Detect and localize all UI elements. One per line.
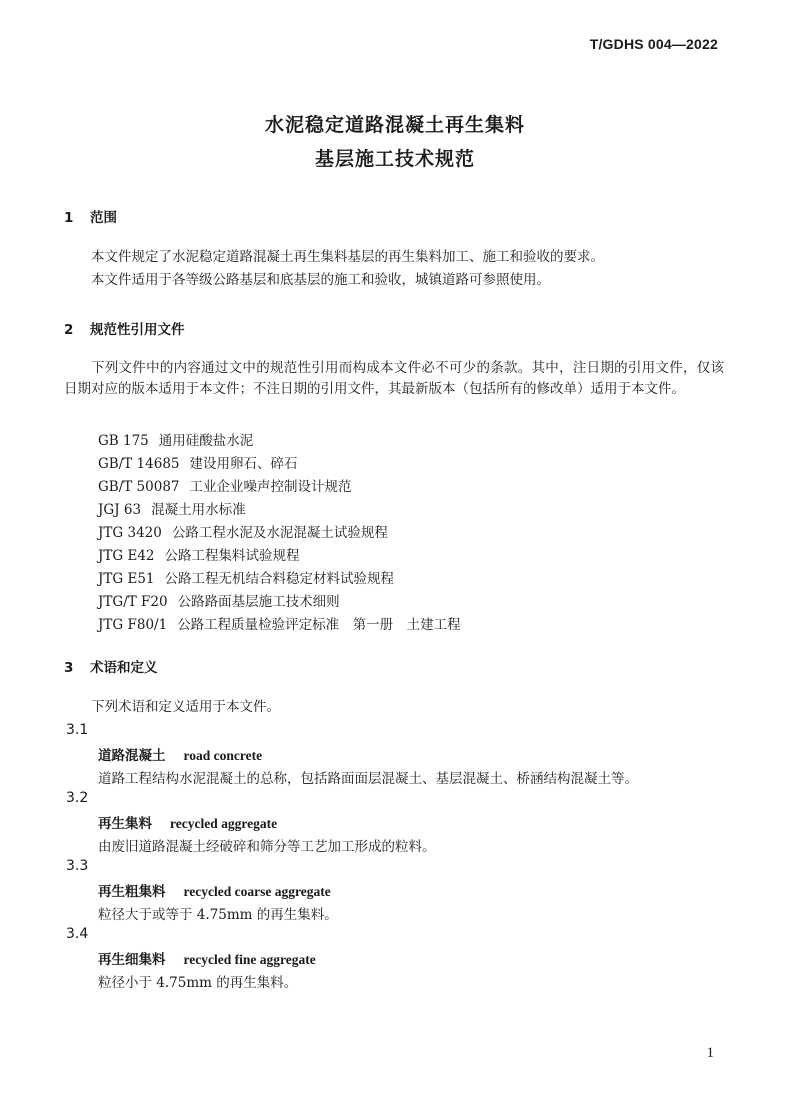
section-3-heading <box>64 656 158 676</box>
reference-code: JTG/T F20 <box>98 594 168 610</box>
reference-code: JGJ 63 <box>98 502 142 518</box>
section-1-heading <box>64 206 117 226</box>
reference-name: 公路路面基层施工技术细则 <box>177 594 340 610</box>
page-number: 1 <box>706 1045 714 1061</box>
reference-code: GB 175 <box>98 433 149 449</box>
reference-name: 公路工程无机结合料稳定材料试验规程 <box>164 571 395 587</box>
section-1-paragraph-1: 本文件规定了水泥稳定道路混凝土再生集料基层的再生集料加工、施工和验收的要求。 <box>91 249 604 265</box>
reference-name: 公路工程质量检验评定标准 第一册 土建工程 <box>177 617 461 633</box>
term-zh: 道路混凝土 <box>98 748 166 764</box>
section-1-paragraph-2: 本文件适用于各等级公路基层和底基层的施工和验收，城镇道路可参照使用。 <box>91 272 550 288</box>
reference-item <box>98 452 298 472</box>
term-number: 3.1 <box>66 722 89 738</box>
term-definition: 道路工程结构水泥混凝土的总称，包括路面面层混凝土、基层混凝土、桥涵结构混凝土等。 <box>98 771 638 787</box>
section-2-heading <box>64 318 185 338</box>
reference-item <box>98 498 246 518</box>
term-heading <box>98 948 316 968</box>
term-number: 3.4 <box>66 926 89 942</box>
reference-code: JTG E42 <box>98 548 155 564</box>
reference-item <box>98 544 300 564</box>
reference-name: 公路工程集料试验规程 <box>164 548 300 564</box>
term-en: recycled aggregate <box>170 816 278 831</box>
term-definition: 由废旧道路混凝土经破碎和筛分等工艺加工形成的粒料。 <box>98 839 436 855</box>
term-zh: 再生集料 <box>98 816 152 832</box>
section-3-intro: 下列术语和定义适用于本文件。 <box>91 699 280 715</box>
term-heading <box>98 880 331 900</box>
reference-item <box>98 590 340 610</box>
reference-code: JTG E51 <box>98 571 155 587</box>
reference-item <box>98 567 394 587</box>
standard-code: T/GDHS 004—2022 <box>589 36 718 52</box>
reference-item <box>98 429 253 449</box>
term-en: road concrete <box>183 748 263 763</box>
reference-code: GB/T 50087 <box>98 479 180 495</box>
term-definition: 粒径大于或等于 4.75mm 的再生集料。 <box>98 907 338 923</box>
section-title: 范围 <box>90 210 117 226</box>
section-title: 规范性引用文件 <box>90 322 185 338</box>
term-heading <box>98 744 262 764</box>
term-number: 3.2 <box>66 790 89 806</box>
reference-item <box>98 613 461 633</box>
reference-name: 混凝土用水标准 <box>151 502 246 518</box>
reference-code: JTG F80/1 <box>98 617 168 633</box>
term-number: 3.3 <box>66 858 89 874</box>
term-definition: 粒径小于 4.75mm 的再生集料。 <box>98 975 298 991</box>
term-heading <box>98 812 277 832</box>
reference-code: JTG 3420 <box>98 525 162 541</box>
term-en: recycled fine aggregate <box>183 952 316 967</box>
reference-code: GB/T 14685 <box>98 456 180 472</box>
reference-name: 通用硅酸盐水泥 <box>158 433 254 449</box>
term-zh: 再生细集料 <box>98 952 166 968</box>
document-title-line-2: 基层施工技术规范 <box>314 148 475 170</box>
section-number: 1 <box>64 210 74 226</box>
term-zh: 再生粗集料 <box>98 884 166 900</box>
term-en: recycled coarse aggregate <box>183 884 331 899</box>
reference-name: 公路工程水泥及水泥混凝土试验规程 <box>171 525 388 541</box>
reference-item <box>98 521 388 541</box>
document-title-line-1: 水泥稳定道路混凝土再生集料 <box>264 114 525 136</box>
reference-name: 建设用卵石、碎石 <box>189 456 298 472</box>
section-2-intro: 下列文件中的内容通过文中的规范性引用而构成本文件必不可少的条款。其中，注日期的引用文件，仅该日期对应的版本适用于本文件；不注日期的引用文件，其最新版本（包括所有的修改单）适用于本文件。 <box>64 360 724 397</box>
section-number: 3 <box>64 660 74 676</box>
section-number: 2 <box>64 322 74 338</box>
section-title: 术语和定义 <box>90 660 158 676</box>
reference-name: 工业企业噪声控制设计规范 <box>189 479 352 495</box>
reference-item <box>98 475 352 495</box>
